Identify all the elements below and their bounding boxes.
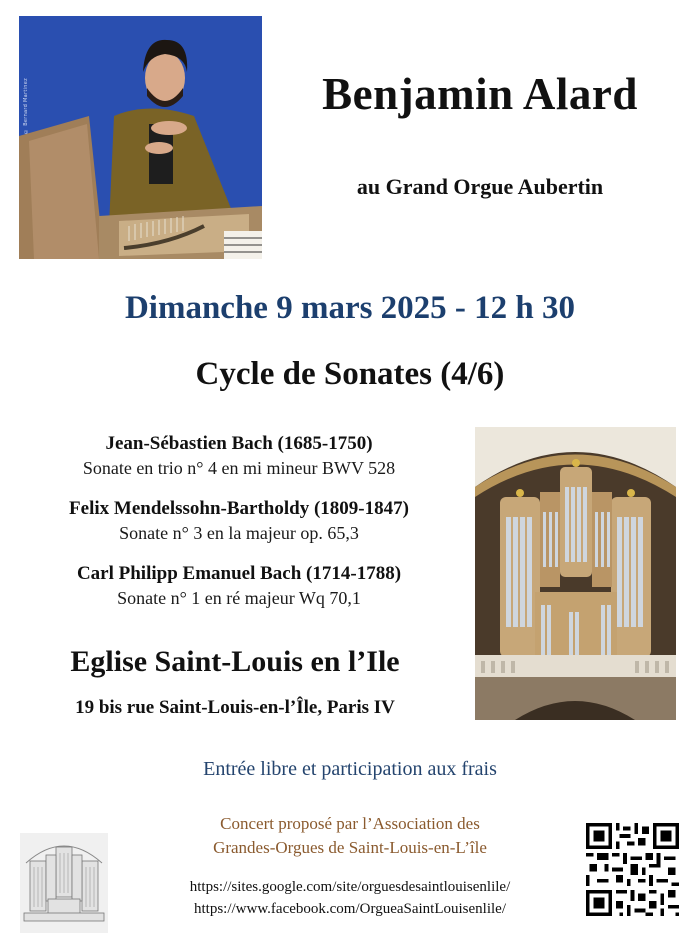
facebook-link[interactable]: https://www.facebook.com/OrgueaSaintLouisenlile/: [193, 901, 507, 917]
performer-photo-illustration: [19, 16, 262, 259]
performer-name: Benjamin Alard: [322, 69, 638, 119]
venue-name: Eglise Saint-Louis en l’Ile: [70, 645, 400, 678]
website-link[interactable]: https://sites.google.com/site/orguesdesaintlouisenlile/: [189, 879, 511, 895]
organizer-line-2: Grandes-Orgues de Saint-Louis-en-L’île: [213, 838, 487, 857]
work-title: Sonate n° 1 en ré majeur Wq 70,1: [117, 588, 361, 608]
event-date-time: Dimanche 9 mars 2025 - 12 h 30: [124, 290, 576, 326]
venue-address: 19 bis rue Saint-Louis-en-l’Île, Paris IV: [75, 697, 395, 718]
work-title: Sonate n° 3 en la majeur op. 65,3: [119, 523, 359, 543]
performer-photo: [19, 16, 262, 259]
organ-photo: [475, 427, 676, 720]
qr-code-icon: [586, 823, 679, 916]
composer-name: Carl Philipp Emanuel Bach (1714-1788): [76, 563, 402, 584]
composer-name: Jean-Sébastien Bach (1685-1750): [105, 433, 373, 454]
performer-subtitle: au Grand Orgue Aubertin: [356, 174, 604, 199]
organ-photo-illustration: [475, 427, 676, 720]
program-item: [20, 497, 458, 545]
cycle-title: Cycle de Sonates (4/6): [195, 356, 505, 392]
program-item: [20, 432, 458, 480]
organizer-line-1: Concert proposé par l’Association des: [220, 814, 480, 833]
photo-credit: © Bernard Martinez: [23, 77, 29, 134]
qr-code: [586, 823, 679, 916]
composer-name: Felix Mendelssohn-Bartholdy (1809-1847): [69, 498, 409, 519]
organ-sketch-icon: [20, 833, 108, 933]
organ-sketch-logo: [20, 833, 108, 933]
links: [150, 876, 550, 920]
program-item: [20, 562, 458, 610]
organizer-text: [150, 812, 550, 860]
work-title: Sonate en trio n° 4 en mi mineur BWV 528: [82, 458, 396, 478]
entry-info: Entrée libre et participation aux frais: [203, 758, 497, 780]
